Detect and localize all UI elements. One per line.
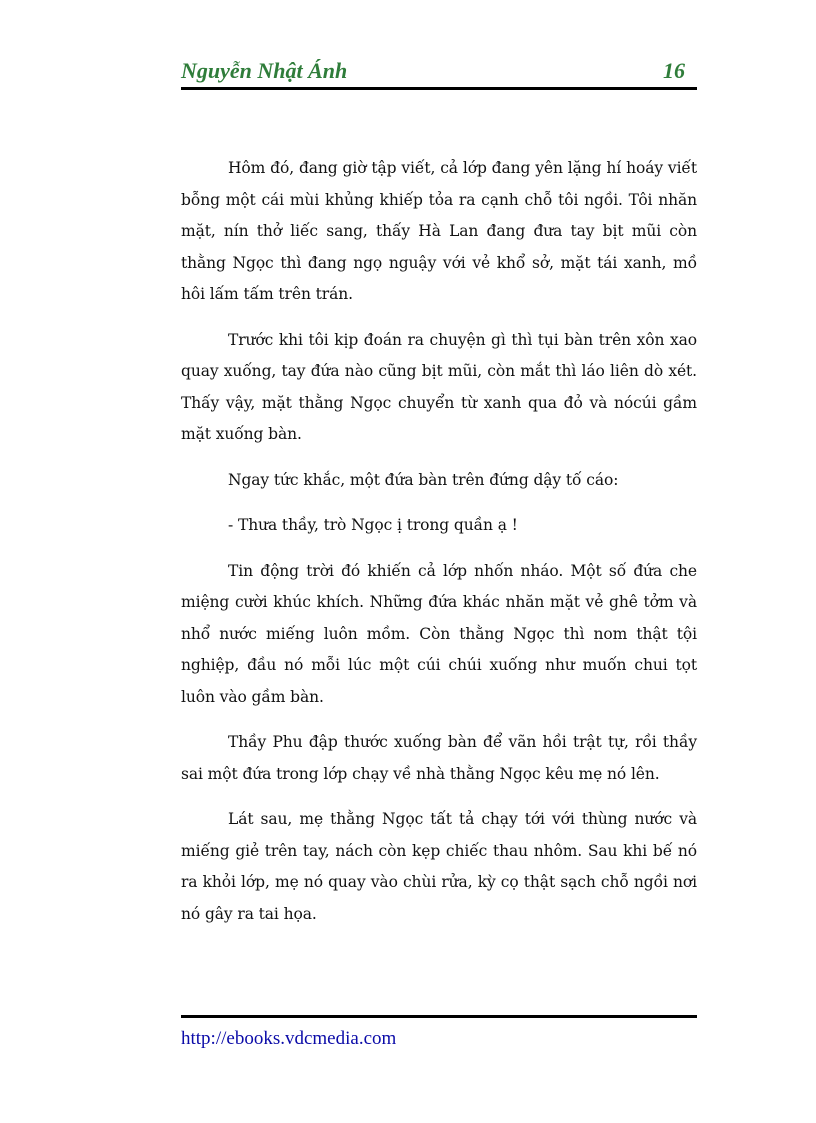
footer-link[interactable]: http://ebooks.vdcmedia.com <box>181 1028 397 1049</box>
paragraph: Lát sau, mẹ thằng Ngọc tất tả chạy tới với thùng nước và miếng giẻ trên tay, nách còn kẹp chiếc thau nhôm. Sau khi bế nó ra khỏi lớp, mẹ nó quay vào chùi rửa, kỳ cọ thật sạch chỗ ngồi nơi nó gây ra tai họa. <box>181 810 697 923</box>
author-name: Nguyễn Nhật Ánh <box>181 58 348 83</box>
dialogue-line: - Thưa thầy, trò Ngọc ị trong quần ạ ! <box>228 516 518 534</box>
paragraph: Ngay tức khắc, một đứa bàn trên đứng dậy tố cáo: <box>228 470 619 489</box>
header-rule <box>181 87 697 90</box>
paragraph: Thầy Phu đập thước xuống bàn để vãn hồi trật tự, rồi thầy sai một đứa trong lớp chạy về nhà thằng Ngọc kêu mẹ nó lên. <box>181 733 697 783</box>
page-body <box>181 153 697 930</box>
page-header <box>181 57 697 89</box>
paragraph: Trước khi tôi kịp đoán ra chuyện gì thì tụi bàn trên xôn xao quay xuống, tay đứa nào cũng bịt mũi, còn mắt thì láo liên dò xét. Thấy vậy, mặt thằng Ngọc chuyển từ xanh qua đỏ và nócúi gầm mặt xuống bàn. <box>181 330 697 443</box>
paragraph: Hôm đó, đang giờ tập viết, cả lớp đang yên lặng hí hoáy viết bỗng một cái mùi khủng khiếp tỏa ra cạnh chỗ tôi ngồi. Tôi nhăn mặt, nín thở liếc sang, thấy Hà Lan đang đưa tay bịt mũi còn thằng Ngọc thì đang ngọ nguậy với vẻ khổ sở, mặt tái xanh, mồ hôi lấm tấm trên trán. <box>181 159 697 303</box>
page-number: 16 <box>663 58 685 83</box>
paragraph: Tin động trời đó khiến cả lớp nhốn nháo. Một số đứa che miệng cười khúc khích. Những đứa khác nhăn mặt vẻ ghê tởm và nhổ nước miếng luôn mồm. Còn thằng Ngọc thì nom thật tội nghiệp, đầu nó mỗi lúc một cúi chúi xuống như muốn chui tọt luôn vào gầm bàn. <box>181 561 697 706</box>
footer-rule <box>181 1015 697 1018</box>
